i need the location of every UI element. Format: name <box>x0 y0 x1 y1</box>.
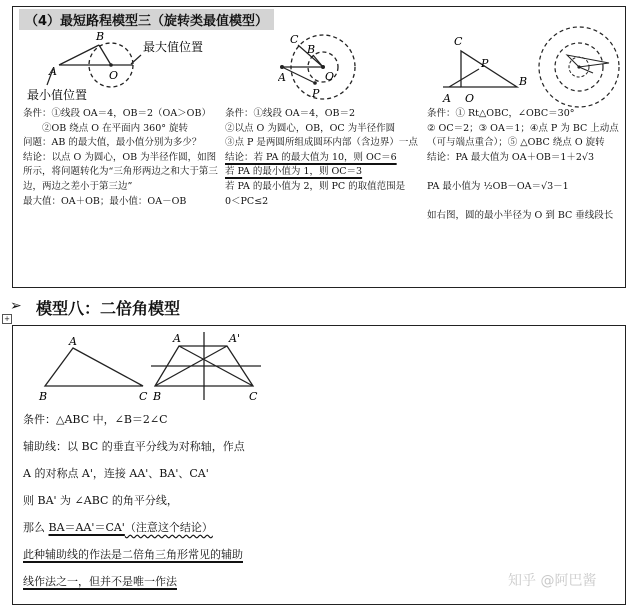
triangle-abc <box>45 348 143 386</box>
conclusion-line <box>23 514 245 541</box>
col1-line: 问题：AB 的最大值，最小值分别为多少？ <box>23 137 202 149</box>
col3-line: 条件：① Rt△OBC，∠OBC＝30° <box>427 108 575 119</box>
col1-line: 最大值：OA＋OB；最小值：OA－OB <box>23 195 187 207</box>
col2-line: 若 PA 的最小值为 2，则 PC 的取值范围是 <box>225 180 406 192</box>
note-line-2: 线作法之一，但并不是唯一作法 <box>23 575 177 588</box>
label-max-position: 最大值位置 <box>143 40 204 54</box>
col3-line: 结论：PA 最大值为 OA＋OB＝1＋2√3 <box>427 151 595 163</box>
point-a-2 <box>280 65 284 69</box>
col1-line: 结论：以点 O 为圆心，OB 为半径作圆，如图 <box>23 151 217 163</box>
condition-column-3 <box>427 107 619 224</box>
model-eight-heading: 模型八：二倍角模型 <box>36 299 181 318</box>
col2-line: ③点 P 是两圆所组成圆环内部（含边界）一点 <box>225 137 418 149</box>
conclusion-prefix: 那么 <box>23 521 49 534</box>
segment-ab <box>59 45 99 65</box>
label-a-1: A <box>49 65 57 78</box>
label-o-1: O <box>109 69 119 82</box>
point-p-2 <box>313 81 317 85</box>
label-a-4: A <box>69 335 77 348</box>
col2-line: 条件：①线段 OA＝4，OB＝2 <box>225 108 356 119</box>
aux-line-1: 辅助线：以 BC 的垂直平分线为对称轴，作点 <box>23 440 245 453</box>
col3-line: （可与端点重合）；⑤ △OBC 绕点 O 旋转 <box>427 137 605 149</box>
col2-line: ②以点 O 为圆心，OB，OC 为半径作圆 <box>225 122 396 134</box>
label-a-5: A <box>173 332 181 345</box>
center-o-3 <box>577 65 580 68</box>
note-line-1: 此种辅助线的作法是二倍角三角形常见的辅助 <box>23 548 243 561</box>
label-a-2: A <box>278 71 286 84</box>
section-title: （4）最短路程模型三（旋转类最值模型） <box>19 9 274 30</box>
point-o-2 <box>321 65 325 69</box>
conclusion-equation: BA＝AA'＝CA' <box>48 521 125 534</box>
triangle-abc-figure <box>31 334 151 404</box>
col3-line: PA 最小值为 ½OB－OA＝√3－1 <box>427 180 569 192</box>
ring-figure <box>278 25 388 110</box>
line-ob <box>313 55 323 67</box>
col3-line <box>427 165 619 180</box>
label-o-2: O <box>325 70 335 83</box>
zhihu-watermark: 知乎 @阿巴酱 <box>508 573 597 589</box>
col1-line: 所示，将问题转化为“三角形两边之和大于第三 <box>23 166 218 178</box>
condition-column-2 <box>225 107 418 209</box>
rotating-triangle-figure <box>431 25 621 115</box>
label-b-3: B <box>519 75 528 88</box>
col1-line: 条件：①线段 OA＝4，OB＝2（OA＞OB） <box>23 108 211 119</box>
col2-line: 若 PA 的最小值为 1，则 OC＝3 <box>225 166 363 178</box>
line-ap-3 <box>449 69 479 87</box>
col2-line: 结论：若 PA 的最大值为 10，则 OC＝6 <box>225 151 397 163</box>
label-p-2: P <box>312 87 320 100</box>
arrow-max <box>131 55 141 64</box>
line-ao-3 <box>579 67 593 73</box>
max-min-position-figure <box>23 27 213 107</box>
double-angle-model-panel <box>12 325 626 605</box>
label-min-position: 最小值位置 <box>27 88 88 102</box>
symmetric-construction-figure <box>151 330 271 405</box>
label-c-3: C <box>454 35 463 48</box>
label-b-5: B <box>153 390 162 403</box>
label-b-1: B <box>96 30 105 43</box>
label-a-prime-5: A' <box>229 332 240 345</box>
rotation-model-panel <box>12 6 626 288</box>
label-o-3: O <box>465 92 475 105</box>
col2-line: 0＜PC≤2 <box>225 195 269 207</box>
condition-line: 条件：△ABC 中，∠B＝2∠C <box>23 413 168 426</box>
label-a-3: A <box>443 92 451 105</box>
label-c-4: C <box>139 390 148 403</box>
conclusion-note: （注意这个结论） <box>124 521 213 534</box>
label-p-3: P <box>481 57 489 70</box>
label-c-5: C <box>249 390 258 403</box>
angle-bisector-line: 则 BA' 为 ∠ABC 的角平分线， <box>23 494 178 507</box>
heading-arrow-icon: ➢ <box>10 298 22 314</box>
point-o-1 <box>109 63 113 67</box>
col3-line: 如右图，圆的最小半径为 O 到 BC 垂线段长 <box>427 210 614 222</box>
aux-line-2: A 的对称点 A'，连接 AA'、BA'、CA' <box>23 467 209 480</box>
col1-line: 边，两边之差小于第三边” <box>23 180 133 192</box>
col3-line: ② OC＝2；③ OA＝1；④点 P 为 BC 上动点 <box>427 122 619 134</box>
col3-line <box>427 195 619 210</box>
label-b-4: B <box>39 390 48 403</box>
col1-line: ②OB 绕点 O 在平面内 360° 旋转 <box>23 122 189 134</box>
segment-bo <box>99 45 111 65</box>
double-angle-text <box>23 406 245 595</box>
table-anchor-icon[interactable]: + <box>2 314 12 324</box>
triangle-obc <box>461 51 517 87</box>
label-c-2: C <box>290 33 299 46</box>
label-b-2: B <box>307 43 316 56</box>
condition-column-1 <box>23 107 218 209</box>
